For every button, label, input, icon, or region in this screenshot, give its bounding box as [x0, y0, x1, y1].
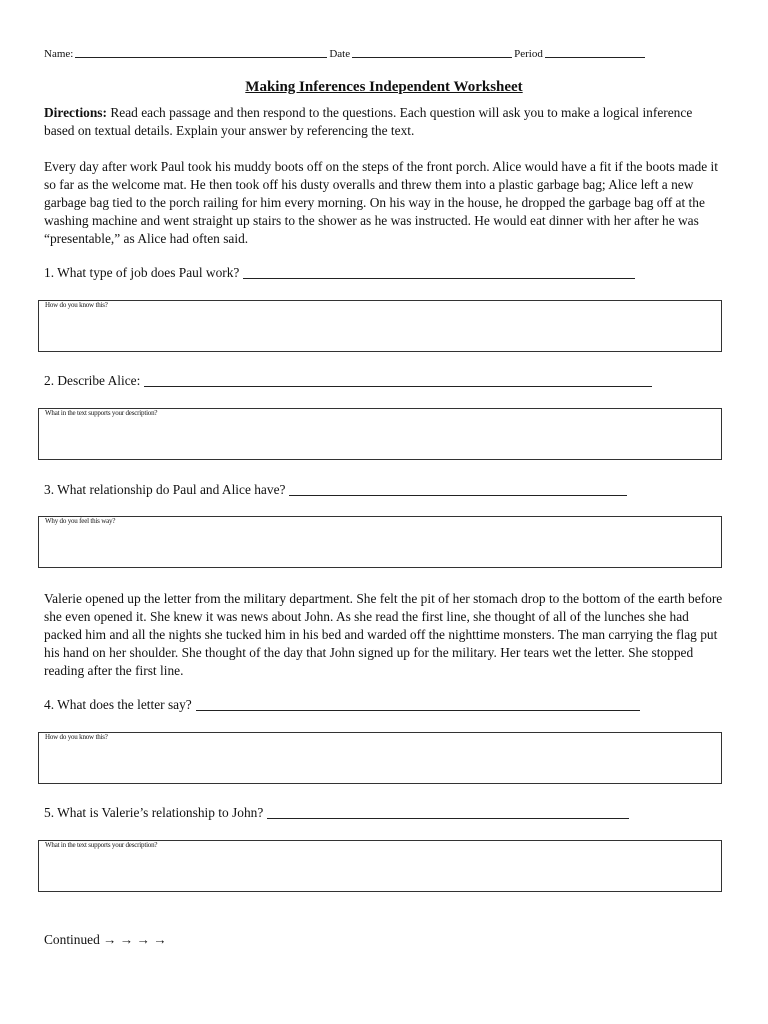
passage-valerie-john: Valerie opened up the letter from the military department. She felt the pit of her stomach drop to the bottom of the earth before she even opened it. She knew it was news about John. As she read the first line, she thought of all of the lunches she had packed him and all the nights she tucked him in his bed and warded off the nighttime monsters. The man carrying the flag put his hand on her shoulder. She thought of the day that John signed up for the military. Her tears wet the letter. She stopped reading after the first line. — [44, 591, 723, 678]
question-4-answer-line[interactable] — [196, 698, 640, 711]
question-5-explanation-box[interactable] — [38, 840, 722, 892]
question-5 — [44, 805, 629, 821]
question-4-explanation-box[interactable] — [38, 732, 722, 784]
question-4 — [44, 697, 640, 713]
question-2-answer-line[interactable] — [144, 374, 652, 387]
question-5-answer-line[interactable] — [267, 806, 629, 819]
question-1-explanation-box[interactable] — [38, 300, 722, 352]
question-4-box-label: How do you know this? — [45, 733, 108, 741]
question-4-text: 4. What does the letter say? — [44, 697, 192, 712]
directions-label: Directions: — [44, 105, 107, 120]
directions-text: Read each passage and then respond to the questions. Each question will ask you to make a logical inference based on textual details. Explain your answer by referencing the text. — [44, 105, 693, 138]
question-1-box-label: How do you know this? — [45, 301, 108, 309]
continued-indicator: Continued → → → → — [44, 932, 167, 947]
worksheet-title: Making Inferences Independent Worksheet — [245, 79, 523, 95]
question-1-text: 1. What type of job does Paul work? — [44, 265, 240, 280]
question-3-text: 3. What relationship do Paul and Alice have? — [44, 482, 286, 497]
question-3 — [44, 482, 627, 498]
period-field[interactable] — [545, 46, 645, 58]
passage-paul-alice: Every day after work Paul took his muddy boots off on the steps of the front porch. Alice would have a fit if the boots made it so far as the welcome mat. He then took off his dusty overalls and threw them into a plastic garbage bag; Alice left a new garbage bag tied to the porch railing for him every morning. On his way in the house, he dropped the garbage bag off at the washing machine and went straight up stairs to the shower as he was instructed. He would eat dinner with her after he was “presentable,” as Alice had often said. — [44, 159, 718, 246]
question-2-box-label: What in the text supports your description? — [45, 409, 158, 417]
question-1 — [44, 265, 635, 281]
question-1-answer-line[interactable] — [243, 266, 635, 279]
question-5-box-label: What in the text supports your description? — [45, 841, 158, 849]
student-info-header — [44, 46, 684, 60]
question-3-explanation-box[interactable] — [38, 516, 722, 568]
name-field[interactable] — [75, 46, 327, 58]
date-field[interactable] — [352, 46, 512, 58]
name-label: Name: — [44, 48, 74, 60]
question-2-text: 2. Describe Alice: — [44, 373, 141, 388]
question-2 — [44, 373, 652, 389]
question-3-box-label: Why do you feel this way? — [45, 517, 116, 525]
directions — [44, 104, 724, 140]
period-label: Period — [514, 48, 543, 60]
question-2-explanation-box[interactable] — [38, 408, 722, 460]
question-5-text: 5. What is Valerie’s relationship to John? — [44, 805, 264, 820]
question-3-answer-line[interactable] — [289, 483, 627, 496]
date-label: Date — [329, 48, 351, 60]
